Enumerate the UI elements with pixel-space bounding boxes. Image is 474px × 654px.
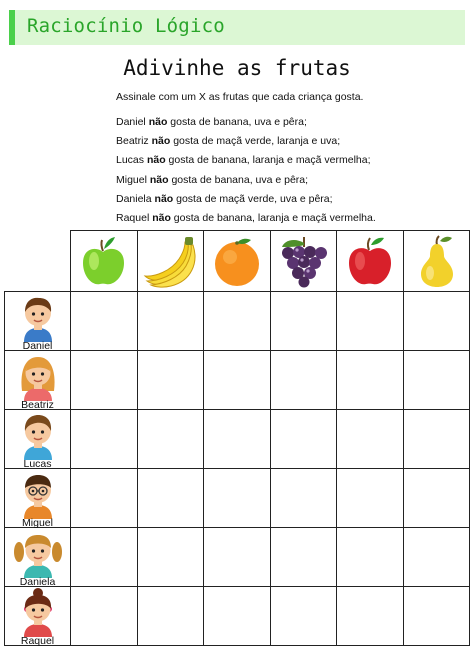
grid-cell[interactable] <box>404 528 470 587</box>
boy-glasses-avatar-icon <box>15 469 61 519</box>
boy-avatar-icon <box>15 410 61 460</box>
grid-cell[interactable] <box>138 469 204 528</box>
red-apple-icon <box>342 233 398 289</box>
child-name-miguel: Miguel <box>22 517 53 529</box>
child-name-daniela: Daniela <box>19 576 56 588</box>
grid-cell[interactable] <box>271 469 337 528</box>
grid-cell[interactable] <box>71 292 138 351</box>
grid-cell[interactable] <box>204 410 271 469</box>
child-name-beatriz: Beatriz <box>21 399 54 411</box>
clue-item: Lucas não gosta de banana, laranja e maçã vermelha; <box>116 154 371 167</box>
grid-cell[interactable] <box>271 351 337 410</box>
child-cell-lucas <box>5 410 71 469</box>
grid-cell[interactable] <box>337 587 404 646</box>
grid-cell[interactable] <box>71 410 138 469</box>
clues-list <box>116 116 376 231</box>
grid-cell[interactable] <box>404 410 470 469</box>
grid-cell[interactable] <box>404 587 470 646</box>
pear-icon <box>409 233 465 289</box>
grid-cell[interactable] <box>271 587 337 646</box>
grid-cell[interactable] <box>337 292 404 351</box>
fruit-header-banana <box>138 231 204 292</box>
banana-icon <box>141 233 201 289</box>
grid-cell[interactable] <box>337 528 404 587</box>
child-name-daniel: Daniel <box>22 340 53 352</box>
grid-cell[interactable] <box>271 528 337 587</box>
grid-row <box>5 410 470 469</box>
fruit-header-green-apple <box>71 231 138 292</box>
grid-corner <box>5 231 71 292</box>
instruction-text: Assinale com um X as frutas que cada criança gosta. <box>116 91 364 103</box>
child-cell-miguel <box>5 469 71 528</box>
grid-cell[interactable] <box>71 351 138 410</box>
grid-cell[interactable] <box>138 351 204 410</box>
grid-cell[interactable] <box>71 528 138 587</box>
grid-cell[interactable] <box>138 410 204 469</box>
grid-cell[interactable] <box>138 292 204 351</box>
grid-cell[interactable] <box>337 351 404 410</box>
grid-cell[interactable] <box>138 528 204 587</box>
grapes-icon <box>274 233 334 289</box>
grid-cell[interactable] <box>271 410 337 469</box>
grid-cell[interactable] <box>337 469 404 528</box>
fruit-header-row <box>5 231 470 292</box>
clue-item: Daniel não gosta de banana, uva e pêra; <box>116 116 307 128</box>
grid-row <box>5 528 470 587</box>
child-cell-daniela <box>5 528 71 587</box>
logic-grid <box>4 230 470 646</box>
grid-cell[interactable] <box>204 528 271 587</box>
fruit-header-pear <box>404 231 470 292</box>
grid-cell[interactable] <box>204 587 271 646</box>
grid-cell[interactable] <box>271 292 337 351</box>
grid-cell[interactable] <box>404 469 470 528</box>
child-cell-beatriz <box>5 351 71 410</box>
grid-cell[interactable] <box>71 587 138 646</box>
grid-row <box>5 469 470 528</box>
fruit-header-grapes <box>271 231 337 292</box>
grid-cell[interactable] <box>404 292 470 351</box>
child-name-raquel: Raquel <box>20 635 55 647</box>
grid-row <box>5 351 470 410</box>
grid-row <box>5 292 470 351</box>
orange-icon <box>209 233 265 289</box>
girl-pigtails-avatar-icon <box>12 528 64 578</box>
girl-avatar-icon <box>15 351 61 401</box>
clue-item: Beatriz não gosta de maçã verde, laranja e uva; <box>116 135 341 148</box>
grid-cell[interactable] <box>337 410 404 469</box>
girl-bun-avatar-icon <box>15 587 61 637</box>
fruit-header-red-apple <box>337 231 404 292</box>
boy-avatar-icon <box>15 292 61 342</box>
banner-title: Raciocínio Lógico <box>27 15 225 37</box>
grid-cell[interactable] <box>404 351 470 410</box>
grid-cell[interactable] <box>71 469 138 528</box>
grid-cell[interactable] <box>138 587 204 646</box>
header-banner <box>9 10 465 45</box>
grid-cell[interactable] <box>204 292 271 351</box>
fruit-header-orange <box>204 231 271 292</box>
child-name-lucas: Lucas <box>23 458 52 470</box>
clue-item: Daniela não gosta de maçã verde, uva e pêra; <box>116 192 333 205</box>
child-cell-daniel <box>5 292 71 351</box>
grid-cell[interactable] <box>204 351 271 410</box>
page-title: Adivinhe as frutas <box>123 56 351 80</box>
grid-row <box>5 587 470 646</box>
clue-item: Raquel não gosta de banana, laranja e maçã vermelha. <box>116 211 376 224</box>
child-cell-raquel <box>5 587 71 646</box>
clue-item: Miguel não gosta de banana, uva e pêra; <box>116 173 309 186</box>
green-apple-icon <box>76 233 132 289</box>
grid-cell[interactable] <box>204 469 271 528</box>
